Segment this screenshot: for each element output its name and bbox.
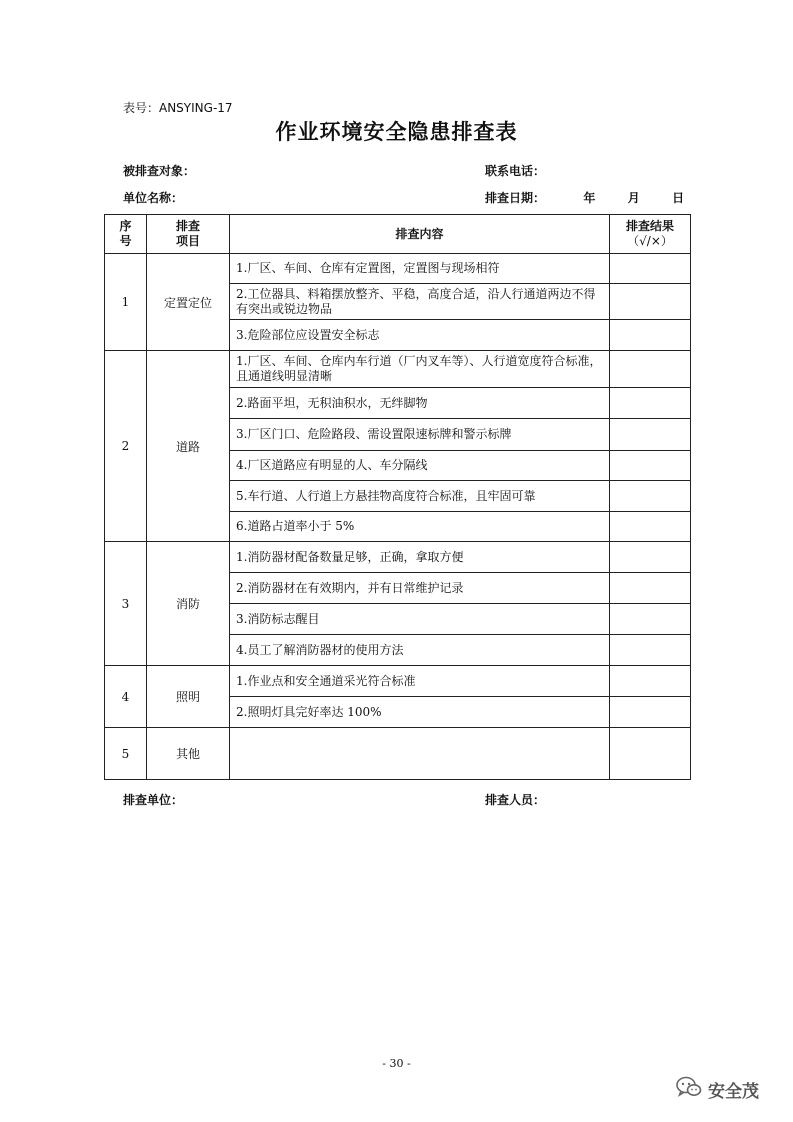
page-title: 作业环境安全隐患排查表 xyxy=(275,120,518,144)
header-result-line2: （√/×） xyxy=(627,234,673,248)
result-cell[interactable] xyxy=(610,635,691,666)
result-cell[interactable] xyxy=(610,481,691,512)
row-number: 5 xyxy=(105,728,147,780)
result-cell[interactable] xyxy=(610,573,691,604)
header-no-line2: 号 xyxy=(119,234,132,248)
check-item: 3.厂区门口、危险路段、需设置限速标牌和警示标牌 xyxy=(230,419,610,451)
check-item: 3.危险部位应设置安全标志 xyxy=(230,320,610,351)
wechat-icon xyxy=(676,1076,702,1102)
row-number: 2 xyxy=(105,351,147,542)
unit-label: 单位名称： xyxy=(123,191,184,205)
check-item: 6.道路占道率小于 5% xyxy=(230,512,610,542)
inspection-table xyxy=(104,214,691,780)
table-row xyxy=(105,254,691,284)
header-content: 排查内容 xyxy=(230,215,610,254)
header-no-line1: 序 xyxy=(119,219,132,233)
date-day: 日 xyxy=(672,191,685,205)
result-cell[interactable] xyxy=(610,542,691,573)
check-item: 4.员工了解消防器材的使用方法 xyxy=(230,635,610,666)
object-label: 被排查对象： xyxy=(123,164,196,178)
inspection-unit-label: 排查单位： xyxy=(123,793,184,807)
row-number: 3 xyxy=(105,542,147,666)
form-number: 表号：ANSYING-17 xyxy=(123,101,233,115)
date-field xyxy=(485,189,684,206)
result-cell[interactable] xyxy=(610,666,691,697)
check-item: 4.厂区道路应有明显的人、车分隔线 xyxy=(230,451,610,481)
result-cell[interactable] xyxy=(610,451,691,481)
row-category: 消防 xyxy=(147,542,230,666)
date-month: 月 xyxy=(627,191,640,205)
page-number: - 30 - xyxy=(382,1057,411,1070)
check-item: 2.工位器具、料箱摆放整齐、平稳，高度合适，沿人行通道两边不得有突出或锐边物品 xyxy=(230,284,610,320)
header-category-line2: 项目 xyxy=(175,234,200,248)
check-item: 5.车行道、人行道上方悬挂物高度符合标准，且牢固可靠 xyxy=(230,481,610,512)
table-header-row xyxy=(105,215,691,254)
row-number: 4 xyxy=(105,666,147,728)
result-cell[interactable] xyxy=(610,284,691,320)
result-cell[interactable] xyxy=(610,512,691,542)
check-item: 3.消防标志醒目 xyxy=(230,604,610,635)
header-category-line1: 排查 xyxy=(175,219,200,233)
header-category xyxy=(147,215,230,254)
result-cell[interactable] xyxy=(610,388,691,419)
check-item: 1.厂区、车间、仓库内车行道（厂内叉车等）、人行道宽度符合标准，且通道线明显清晰 xyxy=(230,351,610,388)
table-row xyxy=(105,728,691,780)
result-cell[interactable] xyxy=(610,604,691,635)
table-row xyxy=(105,542,691,573)
result-cell[interactable] xyxy=(610,728,691,780)
result-cell[interactable] xyxy=(610,697,691,728)
check-item: 1.消防器材配备数量足够，正确，拿取方便 xyxy=(230,542,610,573)
header-result-line1: 排查结果 xyxy=(625,219,674,233)
row-category: 其他 xyxy=(147,728,230,780)
check-item[interactable] xyxy=(230,728,610,780)
row-number: 1 xyxy=(105,254,147,351)
date-year: 年 xyxy=(583,191,596,205)
watermark xyxy=(676,1076,759,1102)
check-item: 2.照明灯具完好率达 100% xyxy=(230,697,610,728)
header-result xyxy=(610,215,691,254)
row-category: 道路 xyxy=(147,351,230,542)
check-item: 2.消防器材在有效期内，并有日常维护记录 xyxy=(230,573,610,604)
result-cell[interactable] xyxy=(610,351,691,388)
table-row xyxy=(105,666,691,697)
result-cell[interactable] xyxy=(610,320,691,351)
result-cell[interactable] xyxy=(610,254,691,284)
phone-label: 联系电话： xyxy=(485,164,546,178)
result-cell[interactable] xyxy=(610,419,691,451)
check-item: 2.路面平坦，无积油积水，无绊脚物 xyxy=(230,388,610,419)
inspector-label: 排查人员： xyxy=(485,793,546,807)
check-item: 1.厂区、车间、仓库有定置图，定置图与现场相符 xyxy=(230,254,610,284)
header-no xyxy=(105,215,147,254)
row-category: 定置定位 xyxy=(147,254,230,351)
check-item: 1.作业点和安全通道采光符合标准 xyxy=(230,666,610,697)
row-category: 照明 xyxy=(147,666,230,728)
watermark-text: 安全茂 xyxy=(708,1081,759,1102)
date-label: 排查日期： xyxy=(485,191,546,205)
table-row xyxy=(105,351,691,388)
